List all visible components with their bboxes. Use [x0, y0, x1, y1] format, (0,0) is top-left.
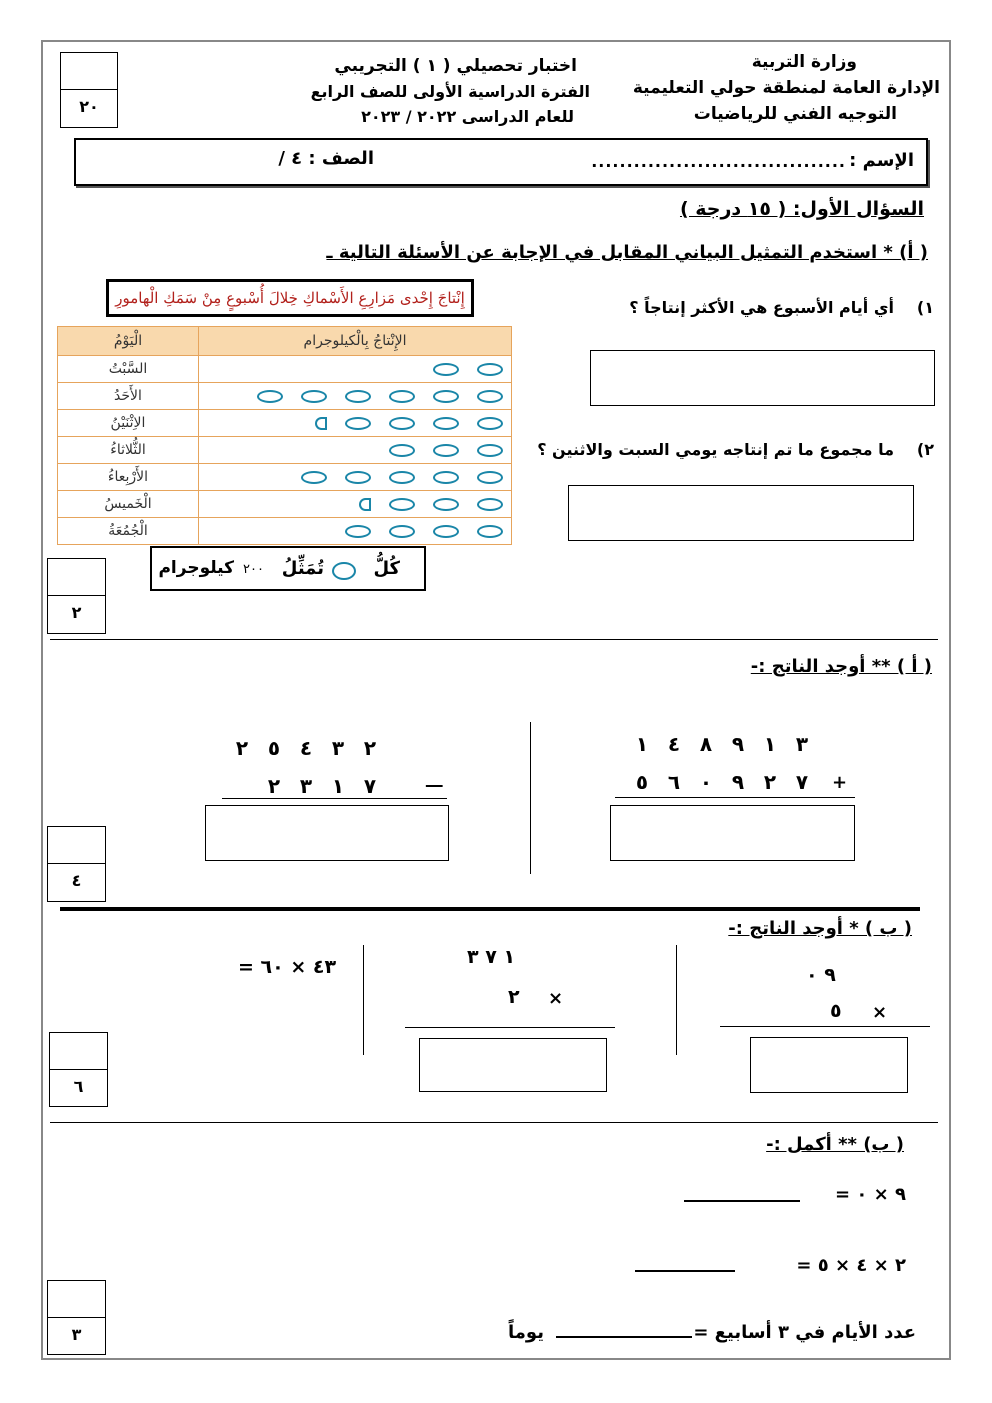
exam-period: الفترة الدراسية الأولى للصف الرابع [310, 82, 590, 101]
class-label: الصف : ٤ / [278, 148, 374, 169]
digit: ٦ [667, 770, 681, 794]
oval-symbol-icon [433, 525, 459, 538]
total-score-box [60, 52, 118, 128]
addition-bottom-number [626, 770, 818, 794]
pictograph-key [150, 546, 426, 591]
mult2-bottom: ٢ [508, 986, 520, 1008]
oval-symbol-icon [345, 471, 371, 484]
oval-symbol-icon [433, 471, 459, 484]
digit: ٢ [363, 736, 377, 760]
key-prefix: كُلُّ [373, 558, 400, 579]
sub-question-2: ما مجموع ما تم إنتاجه يومي السبت والاثنين ؟ [537, 440, 894, 459]
production-cell [199, 491, 512, 518]
score-box-part-a [47, 558, 106, 634]
digit: ٩ [731, 770, 745, 794]
pictograph-row [58, 491, 512, 518]
mult1-top: ٩ ٠ [806, 964, 836, 986]
sub-question-2-number: ٢) [916, 440, 934, 459]
digit: ٠ [699, 770, 713, 794]
day-cell: الأَحَدُ [58, 383, 199, 410]
day-cell: الْجُمُعَةُ [58, 518, 199, 545]
oval-symbol-icon [389, 525, 415, 538]
oval-symbol-icon [389, 498, 415, 511]
score-part-d: ٣ [71, 1325, 82, 1344]
day-cell: الثُّلاثاءُ [58, 437, 199, 464]
digit: ٧ [363, 774, 377, 798]
blank-2[interactable] [635, 1270, 735, 1272]
vertical-divider-1 [530, 722, 531, 874]
day-column-header: الْيَوْمُ [58, 327, 199, 356]
directorate-name: الإدارة العامة لمنطقة حولي التعليمية [632, 78, 940, 98]
key-unit: كيلوجرام [158, 558, 234, 578]
half-oval-symbol-icon [315, 417, 327, 430]
day-cell: السَّبْتُ [58, 356, 199, 383]
sub-question-1-number: ١) [916, 298, 934, 317]
score-part-c: ٦ [73, 1077, 84, 1096]
digit: ٥ [267, 736, 281, 760]
digit: ٨ [699, 732, 713, 756]
question-1-title: السؤال الأول: ( ١٥ درجة ) [679, 198, 924, 220]
digit: ١ [331, 774, 345, 798]
divider-2 [50, 1122, 938, 1123]
production-cell [199, 518, 512, 545]
mult2-line [405, 1027, 615, 1028]
pictograph-table [57, 326, 512, 545]
mult2-top: ١ ٧ ٣ [467, 946, 516, 968]
name-label: الإسم : [849, 150, 914, 171]
student-info-box [74, 138, 928, 186]
half-oval-symbol-icon [359, 498, 371, 511]
addition-line [615, 797, 855, 798]
score-part-a: ٢ [71, 603, 82, 622]
oval-symbol-icon [477, 363, 503, 376]
days-word: يوماً [508, 1322, 544, 1343]
find-result-title-1: ( أ ) ** أوجد الناتج :- [750, 656, 932, 677]
digit: ٧ [795, 770, 809, 794]
pictograph-row [58, 464, 512, 491]
oval-symbol-icon [477, 525, 503, 538]
oval-symbol-icon [345, 525, 371, 538]
exam-year: للعام الدراسى ٢٠٢٢ / ٢٠٢٣ [361, 107, 574, 126]
key-value: ٢٠٠ [243, 562, 264, 577]
oval-symbol-icon [433, 417, 459, 430]
find-result-title-2: ( ب ) * أوجد الناتج :- [728, 918, 912, 939]
pictograph-row [58, 518, 512, 545]
blank-3[interactable] [556, 1336, 692, 1338]
oval-symbol-icon [389, 417, 415, 430]
oval-symbol-icon [301, 390, 327, 403]
production-cell [199, 383, 512, 410]
subtraction-answer-box[interactable] [205, 805, 449, 861]
mult2-times: × [548, 988, 564, 1009]
answer-box-2[interactable] [568, 485, 914, 541]
oval-symbol-icon [433, 363, 459, 376]
oval-symbol-icon [345, 417, 371, 430]
mult1-times: × [872, 1002, 888, 1023]
mult1-bottom: ٥ [830, 1000, 842, 1022]
digit: ٣ [331, 736, 345, 760]
digit: ٣ [299, 774, 313, 798]
production-cell [199, 437, 512, 464]
minus-sign: ـــ [426, 772, 443, 791]
ministry-name: وزارة التربية [751, 52, 857, 72]
divider-1 [50, 639, 938, 640]
complete-title: ( ب) ** أكمل :- [766, 1134, 904, 1155]
digit: ١ [763, 732, 777, 756]
digit: ١ [635, 732, 649, 756]
oval-symbol-icon [389, 471, 415, 484]
department-name: التوجيه الفني للرياضيات [693, 104, 897, 124]
plus-sign: + [832, 772, 848, 793]
oval-symbol-icon [433, 444, 459, 457]
subtraction-bottom-number [258, 774, 386, 798]
oval-symbol-icon [389, 390, 415, 403]
complete-line-3: عدد الأيام في ٣ أسابيع = [693, 1322, 916, 1343]
subtraction-line [222, 798, 447, 799]
digit: ٢ [763, 770, 777, 794]
mult1-line [720, 1026, 930, 1027]
name-field[interactable]: .................................... [591, 152, 846, 171]
vertical-divider-2 [676, 945, 677, 1055]
oval-symbol-icon [389, 444, 415, 457]
part-a-instruction: ( أ) * استخدم التمثيل البياني المقابل في الإجابة عن الأسئلة التالية ـ [326, 242, 928, 263]
oval-symbol-icon [477, 444, 503, 457]
oval-symbol-icon [477, 390, 503, 403]
digit: ٢ [235, 736, 249, 760]
page-frame [41, 40, 951, 1360]
mult2-answer-box[interactable] [419, 1038, 607, 1092]
chart-caption: إِنْتاجَ إِحْدى مَزارِعِ الأَسْماكِ خِلالَ أُسْبوعٍ مِنْ سَمَكِ الْهامورِ [106, 279, 474, 317]
exam-title: اختبار تحصيلي ( ١ ) التجريبي [334, 56, 577, 76]
digit: ٢ [267, 774, 281, 798]
complete-line-1: ٩ × ٠ = [835, 1184, 906, 1205]
score-box-part-b [47, 826, 106, 902]
pictograph-row [58, 356, 512, 383]
digit: ٤ [667, 732, 681, 756]
vertical-divider-3 [363, 945, 364, 1055]
oval-symbol-icon [345, 390, 371, 403]
score-box-part-d [47, 1280, 106, 1355]
oval-symbol-icon [477, 417, 503, 430]
total-score: ٢٠ [79, 97, 99, 116]
score-part-b: ٤ [71, 871, 82, 890]
score-box-part-c [49, 1032, 108, 1107]
key-middle: تُمَثِّلُ [281, 558, 324, 579]
oval-symbol-icon [332, 562, 356, 580]
oval-symbol-icon [477, 498, 503, 511]
oval-symbol-icon [477, 471, 503, 484]
mult1-answer-box[interactable] [750, 1037, 908, 1093]
day-cell: الاِثْنَيْنُ [58, 410, 199, 437]
digit: ٤ [299, 736, 313, 760]
oval-symbol-icon [433, 390, 459, 403]
day-cell: الأَرْبِعاءُ [58, 464, 199, 491]
oval-symbol-icon [257, 390, 283, 403]
mult3-expression: ٤٣ × ٦٠ = [238, 956, 337, 978]
blank-1[interactable] [684, 1200, 800, 1202]
production-cell [199, 356, 512, 383]
addition-answer-box[interactable] [610, 805, 855, 861]
pictograph-row [58, 437, 512, 464]
oval-symbol-icon [301, 471, 327, 484]
subtraction-top-number [226, 736, 386, 760]
addition-top-number [626, 732, 818, 756]
sub-question-1: أي أيام الأسبوع هي الأكثر إنتاجاً ؟ [629, 298, 894, 317]
thick-divider [60, 907, 920, 911]
digit: ٩ [731, 732, 745, 756]
digit: ٥ [635, 770, 649, 794]
complete-line-2: ٢ × ٤ × ٥ = [796, 1255, 906, 1276]
pictograph-row [58, 383, 512, 410]
production-column-header: الإِنْتاجُ بِالْكيلوجرام [199, 327, 512, 356]
digit: ٣ [795, 732, 809, 756]
oval-symbol-icon [433, 498, 459, 511]
day-cell: الْخَميسُ [58, 491, 199, 518]
production-cell [199, 410, 512, 437]
production-cell [199, 464, 512, 491]
answer-box-1[interactable] [590, 350, 935, 406]
pictograph-row [58, 410, 512, 437]
